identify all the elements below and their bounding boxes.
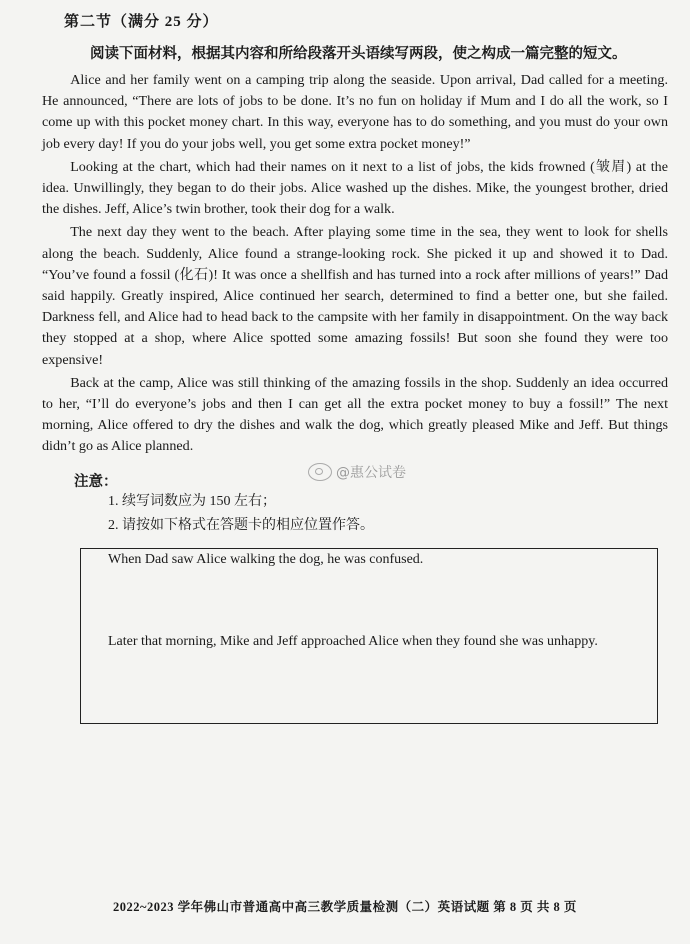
passage-paragraph-4: Back at the camp, Alice was still thinking of the amazing fossils in the shop. Suddenly an idea occurred to her, “I’ll do everyone’s jobs and then I can get all the extra pocket money to buy a fossil!” The next morning, Alice offered to dry the dishes and walk the dog, which greatly pleased Mike and Jeff. But things didn’t go as Alice planned.: [42, 374, 668, 455]
instruction-text: 阅读下面材料，根据其内容和所给段落开头语续写两段，使之构成一篇完整的短文。: [90, 46, 627, 62]
weibo-logo-icon: [308, 463, 332, 481]
note-item-1: 1. 续写词数应为 150 左右；: [108, 494, 276, 509]
note-item-2: 2. 请按如下格式在答题卡的相应位置作答。: [108, 518, 374, 533]
passage-paragraph-2: Looking at the chart, which had their names on it next to a list of jobs, the kids frowned (皱眉) at the idea. Unwillingly, they began to do their jobs. Alice washed up the dishes. Mike, the youngest brother, dried the dishes. Jeff, Alice’s twin brother, took their dog for a walk.: [42, 158, 668, 218]
page-footer: 2022~2023 学年佛山市普通高中高三教学质量检测（二）英语试题 第 8 页 共 8 页: [113, 900, 577, 914]
answer-opening-line-1: When Dad saw Alice walking the dog, he was confused.: [108, 552, 424, 567]
section-title: 第二节（满分 25 分）: [64, 14, 219, 30]
watermark: [308, 462, 406, 482]
passage-paragraph-3: The next day they went to the beach. After playing some time in the sea, they went to look for shells along the beach. Suddenly, Alice found a strange-looking rock. She picked it up and showed it to Dad. “You’ve found a fossil (化石)! It was once a shellfish and has turned into a rock after millions of years!” Dad said happily. Greatly inspired, Alice continued her search, determined to find a better one, but she failed. Darkness fell, and Alice had to head back to the campsite with her family in disappointment. On the way back they stopped at a shop, where Alice spotted some amazing fossils! But soon she found they were too expensive!: [42, 224, 668, 368]
reading-passage: [42, 70, 668, 460]
notes-title: 注意：: [74, 474, 118, 490]
passage-paragraph-1: Alice and her family went on a camping trip along the seaside. Upon arrival, Dad called for a meeting. He announced, “There are lots of jobs to be done. It’s no fun on holiday if Mum and I do all the work, so I come up with this pocket money chart. In this way, everyone has to do something, and you must do your own job every day! If you do your jobs well, you get some extra pocket money!”: [42, 72, 668, 152]
watermark-text: @惠公试卷: [336, 465, 406, 481]
answer-opening-line-2: Later that morning, Mike and Jeff approached Alice when they found she was unhappy.: [108, 634, 598, 649]
